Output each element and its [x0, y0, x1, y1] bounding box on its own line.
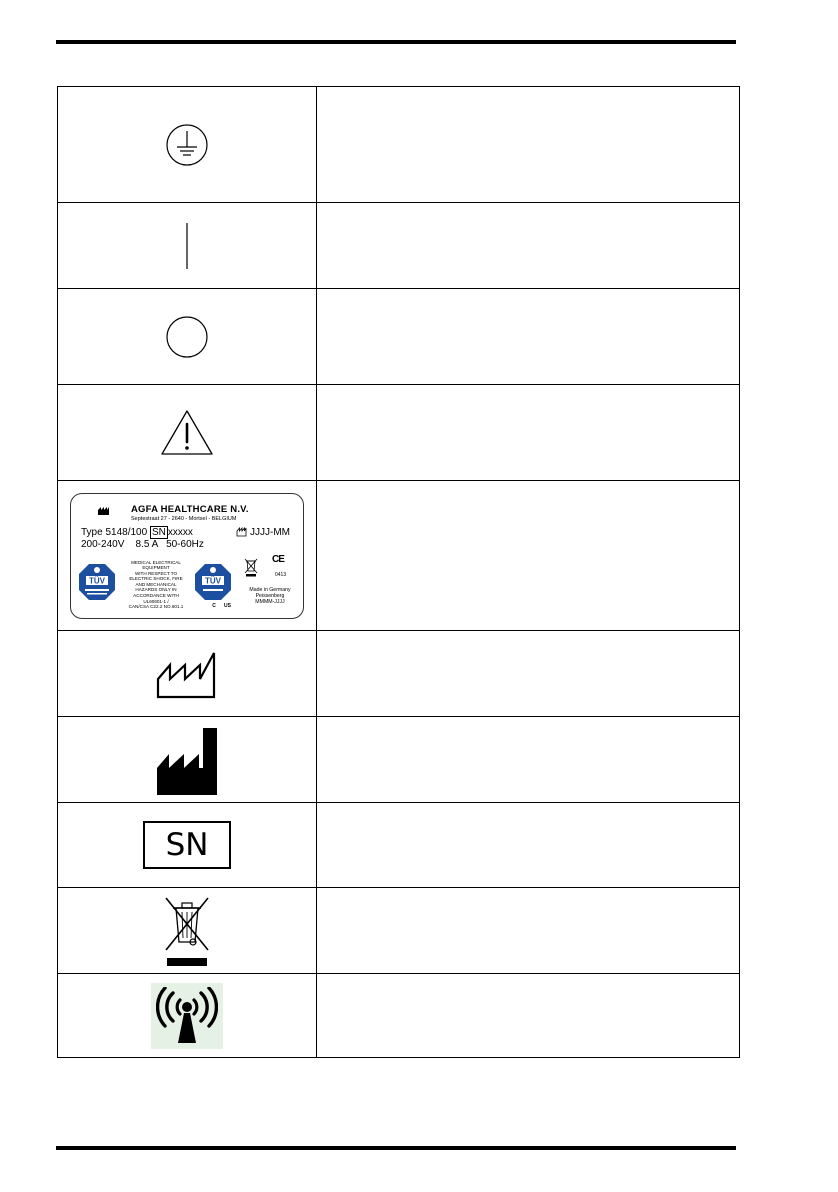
warning-triangle-icon — [159, 408, 215, 458]
plate-date — [236, 527, 290, 538]
symbol-cell — [58, 888, 317, 974]
non-ionizing-radiation-icon — [156, 987, 218, 1045]
weee-bin-icon — [160, 894, 214, 968]
description-cell — [317, 87, 740, 203]
table-row — [58, 481, 740, 631]
plate-type: Type 5148/100 — [81, 526, 148, 538]
notified-body-number: 0413 — [275, 571, 287, 578]
description-cell — [317, 974, 740, 1058]
table-row — [58, 974, 740, 1058]
plate-medical-text: MEDICAL ELECTRICAL EQUIPMENT WITH RESPECT TO ELECTRIC SHOCK, FIRE AND MECHANICAL HAZARDS ONLY IN ACCORDANCE WITH UL60601-1 / CAN/CSA C22.2 NO.601.1 — [128, 559, 184, 610]
footer-rule — [56, 1146, 736, 1150]
table-row — [58, 888, 740, 974]
symbol-cell — [58, 289, 317, 385]
description-cell — [317, 203, 740, 289]
table-row — [58, 717, 740, 803]
rf-symbol-background — [151, 983, 223, 1049]
symbol-cell — [58, 974, 317, 1058]
symbol-cell — [58, 717, 317, 803]
power-off-icon — [164, 314, 210, 360]
description-cell — [317, 385, 740, 481]
svg-text:TÜV: TÜV — [89, 576, 105, 585]
table-row — [58, 803, 740, 888]
symbol-cell — [58, 631, 317, 717]
ce-mark: CE — [272, 553, 284, 565]
plate-ratings: 200-240V 8.5 A 50-60Hz — [81, 538, 204, 550]
tuv-certification-icon — [77, 562, 117, 602]
description-cell — [317, 631, 740, 717]
symbol-cell — [58, 481, 317, 631]
plate-sn-value: xxxxx — [167, 526, 193, 538]
symbol-cell — [58, 803, 317, 888]
description-cell — [317, 888, 740, 974]
plate-sn-label: SN — [151, 526, 166, 538]
plate-address: Septestraat 27 - 2640 - Mortsel - BELGIUM — [131, 515, 237, 522]
description-cell — [317, 717, 740, 803]
table-row — [58, 289, 740, 385]
plate-type-line — [81, 527, 193, 538]
weee-bin-icon — [243, 557, 259, 577]
description-cell — [317, 481, 740, 631]
date-of-manufacture-icon — [156, 649, 218, 699]
symbols-table — [57, 86, 740, 1058]
tuv-nrtl-icon — [193, 562, 233, 602]
plate-c-us: C US — [212, 602, 231, 609]
serial-number-icon: SN — [143, 821, 231, 869]
header-rule — [56, 40, 736, 44]
symbol-cell — [58, 385, 317, 481]
date-of-manufacture-icon — [236, 527, 247, 537]
symbol-cell — [58, 203, 317, 289]
plate-company: AGFA HEALTHCARE N.V. — [131, 503, 249, 515]
table-row — [58, 385, 740, 481]
table-row — [58, 87, 740, 203]
plate-origin-text: Made in Germany Peissenberg MMMM-JJJJ — [249, 586, 291, 605]
table-row — [58, 203, 740, 289]
protective-earth-icon — [162, 120, 212, 170]
symbol-cell — [58, 87, 317, 203]
plate-date-code: JJJJ-MM — [250, 526, 290, 538]
description-cell — [317, 289, 740, 385]
power-on-icon — [182, 221, 192, 271]
rating-plate — [70, 493, 304, 619]
manufacturer-icon — [97, 506, 111, 516]
manufacturer-icon — [156, 724, 218, 796]
table-row — [58, 631, 740, 717]
description-cell — [317, 803, 740, 888]
svg-text:TÜV: TÜV — [205, 576, 221, 585]
